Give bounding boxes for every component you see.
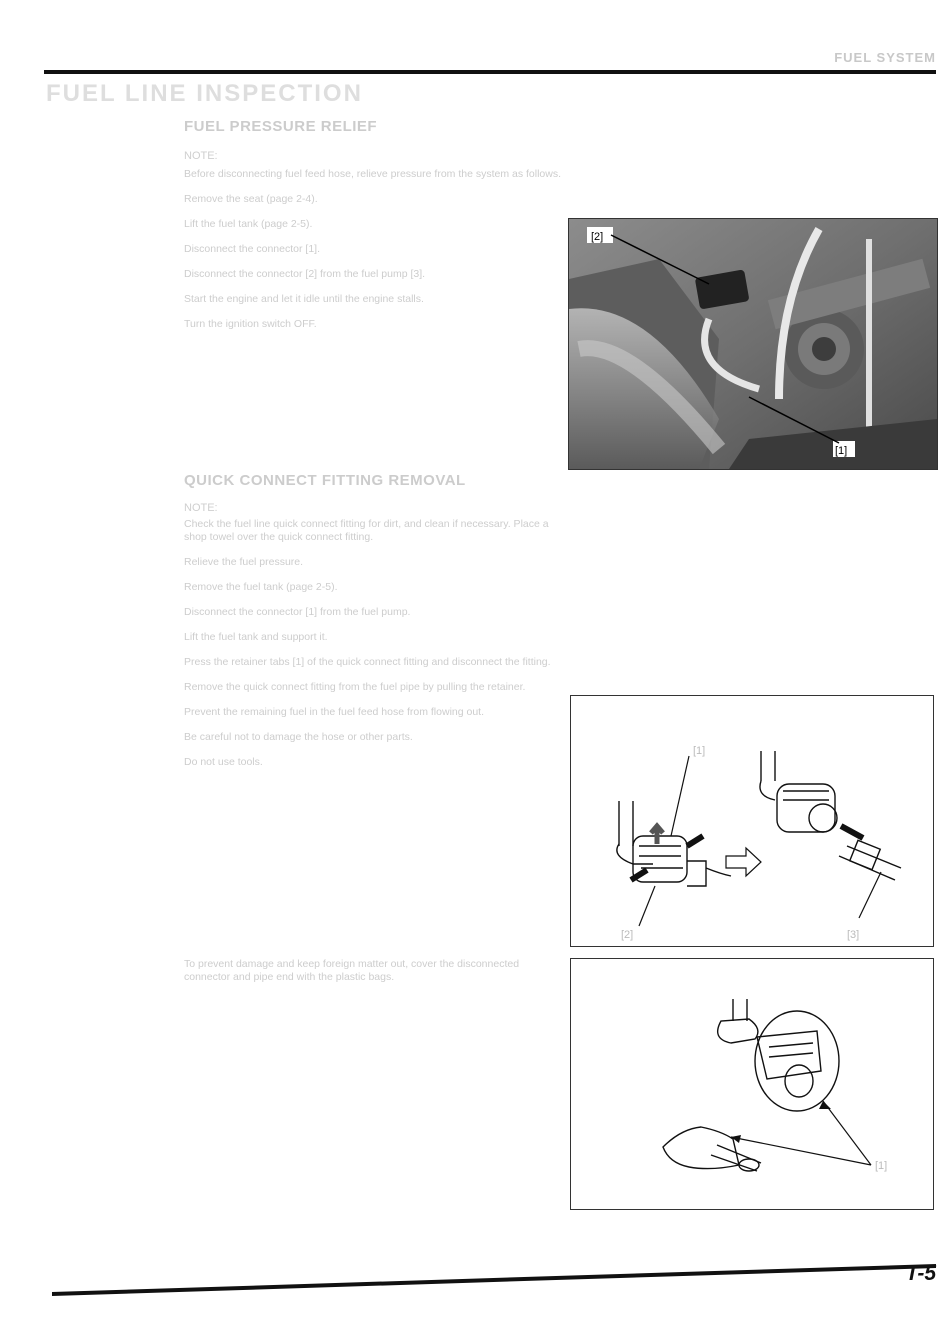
step: Remove the seat (page 2-4). — [184, 193, 318, 205]
section2-note: NOTE: — [184, 502, 218, 514]
step: Check the fuel line quick connect fitting for dirt, and clean if necessary. Place a shop towel over the quick connect fitting. — [184, 518, 549, 543]
plastic-bag-diagram — [570, 958, 934, 1210]
diagram2-callout-1: [1] — [875, 1160, 888, 1172]
engine-photo — [568, 218, 938, 470]
step: Disconnect the connector [1] from the fuel pump. — [184, 606, 411, 618]
top-rule — [44, 70, 936, 74]
header-section-title: FUEL SYSTEM — [834, 50, 936, 65]
page-title: FUEL LINE INSPECTION — [46, 80, 363, 107]
step: Remove the fuel tank (page 2-5). — [184, 581, 338, 593]
bottom-rule — [52, 1260, 936, 1310]
section1-note: NOTE: — [184, 150, 218, 162]
diagram1-callout-2: [2] — [621, 929, 634, 941]
engine-photo-illustration — [569, 219, 937, 469]
photo-callout-2: [2] — [591, 231, 604, 243]
section2-steps — [184, 518, 562, 781]
step: Do not use tools. — [184, 756, 263, 768]
step: Start the engine and let it idle until the engine stalls. — [184, 293, 424, 305]
step: Lift the fuel tank and support it. — [184, 631, 328, 643]
diagram1-callout-3: [3] — [847, 929, 860, 941]
step: Press the retainer tabs [1] of the quick connect fitting and disconnect the fitting. — [184, 656, 551, 668]
step: Lift the fuel tank (page 2-5). — [184, 218, 313, 230]
step: Disconnect the connector [1]. — [184, 243, 320, 255]
quick-connect-illustration — [571, 696, 933, 946]
step: Disconnect the connector [2] from the fuel pump [3]. — [184, 268, 426, 280]
step: Be careful not to damage the hose or other parts. — [184, 731, 413, 743]
section2-step-after: To prevent damage and keep foreign matter out, cover the disconnected connector and pipe end with the plastic bags. — [184, 958, 520, 983]
diagram1-callout-1: [1] — [693, 745, 706, 757]
step: Relieve the fuel pressure. — [184, 556, 304, 568]
plastic-bag-illustration — [571, 959, 933, 1209]
step: Remove the quick connect fitting from the fuel pipe by pulling the retainer. — [184, 681, 526, 693]
section1-steps — [184, 168, 562, 343]
quick-connect-diagram — [570, 695, 934, 947]
step: Prevent the remaining fuel in the fuel feed hose from flowing out. — [184, 706, 485, 718]
photo-callout-1: [1] — [835, 445, 848, 457]
section1-heading: FUEL PRESSURE RELIEF — [184, 118, 378, 135]
step: Before disconnecting fuel feed hose, relieve pressure from the system as follows. — [184, 168, 562, 180]
page-number: T-5 — [905, 1262, 936, 1285]
section2-heading: QUICK CONNECT FITTING REMOVAL — [184, 472, 466, 489]
step: Turn the ignition switch OFF. — [184, 318, 317, 330]
